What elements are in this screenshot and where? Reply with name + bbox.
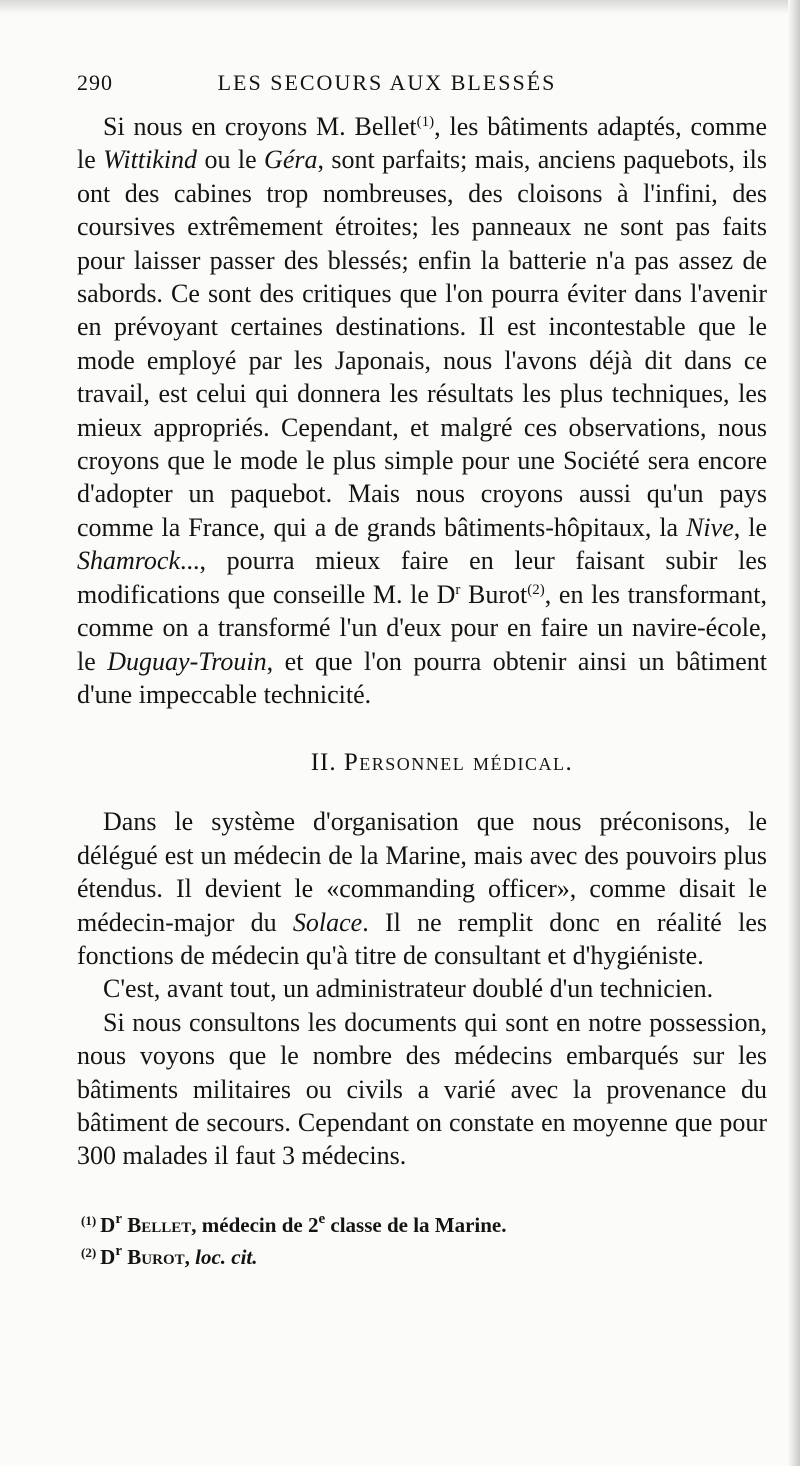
running-title: LES SECOURS AUX BLESSÉS [217,70,557,95]
paragraph-doctors-count: Si nous consultons les documents qui sont en notre possession, nous voyons que le nombre des médecins embarqués sur les bâtiments militaires ou civils a varié avec la provenance du bâtiment de secours. Cependant on constate en moyenne que pour 300 malades il faut 3 médecins. [77,1007,767,1171]
section-heading [77,749,767,777]
scan-top-shadow [0,0,800,14]
footnote-2: $^{(2)}$ $D^r$ Burot, loc. cit. [81,1242,258,1269]
ship-name: Shamrock [77,546,181,576]
footnote-ref-2: (2) [527,581,545,598]
footnote-1: $^{(1)}$ $D^r$ Bellet, médecin de 2e classe de la Marine. [81,1210,507,1237]
ship-name: Duguay-Trouin [107,646,267,676]
scan-right-shadow [788,0,800,1466]
page-number: 290 [77,70,113,95]
paragraph-delegate: Dans le système d'organisation que nous préconisons, le délégué est un médecin de la Marine, mais avec des pouvoirs plus étendus. Il devient le «commanding officer», comme disait le médecin-major du Solace. Il ne remplit donc en réalité les fonctions de médecin qu'à titre de consultant et d'hygiéniste. [77,807,767,970]
running-head [77,70,767,110]
ship-name: Wittikind [103,145,198,175]
ship-name: Géra [264,145,318,175]
footnote-ref-1: (1) [416,114,435,130]
paragraph-administrator: C'est, avant tout, un administrateur doublé d'un technicien. [103,974,714,1004]
section-number: II. [310,749,337,777]
ship-name: Solace [292,907,363,937]
book-page [77,70,767,1271]
paragraph-ships: Si nous en croyons M. Bellet$^{(1)}$, les bâtiments adaptés, comme le Wittikind ou le Géra, sont parfaits; mais, anciens paquebots, ils ont des cabines trop nombreuses, des cloisons à l'infini, des coursives extrêmement étroites; les panneaux ne sont pas faits pour laisser passer des blessés; enfin la batterie n'a pas assez de sabords. Ce sont des critiques que l'on pourra éviter dans l'avenir en prévoyant certaines destinations. Il est incontestable que le mode employé par les Japonais, nous l'avons déjà dit dans ce travail, est celui qui donnera les résultats les plus techniques, les mieux appropriés. Cependant, et malgré ces observations, nous croyons que le mode le plus simple pour une Société sera encore d'adopter un paquebot. Mais nous croyons aussi qu'un pays comme la France, qui a de grands bâtiments-hôpitaux, la Nive, le Shamrock..., pourra mieux faire en leur faisant subir les modifications que conseille M. le $D^r$ Burot$^{(2)}$, en les transformant, comme on a transformé l'un d'eux pour en faire un navire-école, le Duguay-Trouin, et que l'on pourra obtenir ainsi un bâtiment d'une impeccable technicité. [77,112,768,709]
section-title: Personnel médical. [343,749,574,777]
ship-name: Nive [686,512,734,542]
